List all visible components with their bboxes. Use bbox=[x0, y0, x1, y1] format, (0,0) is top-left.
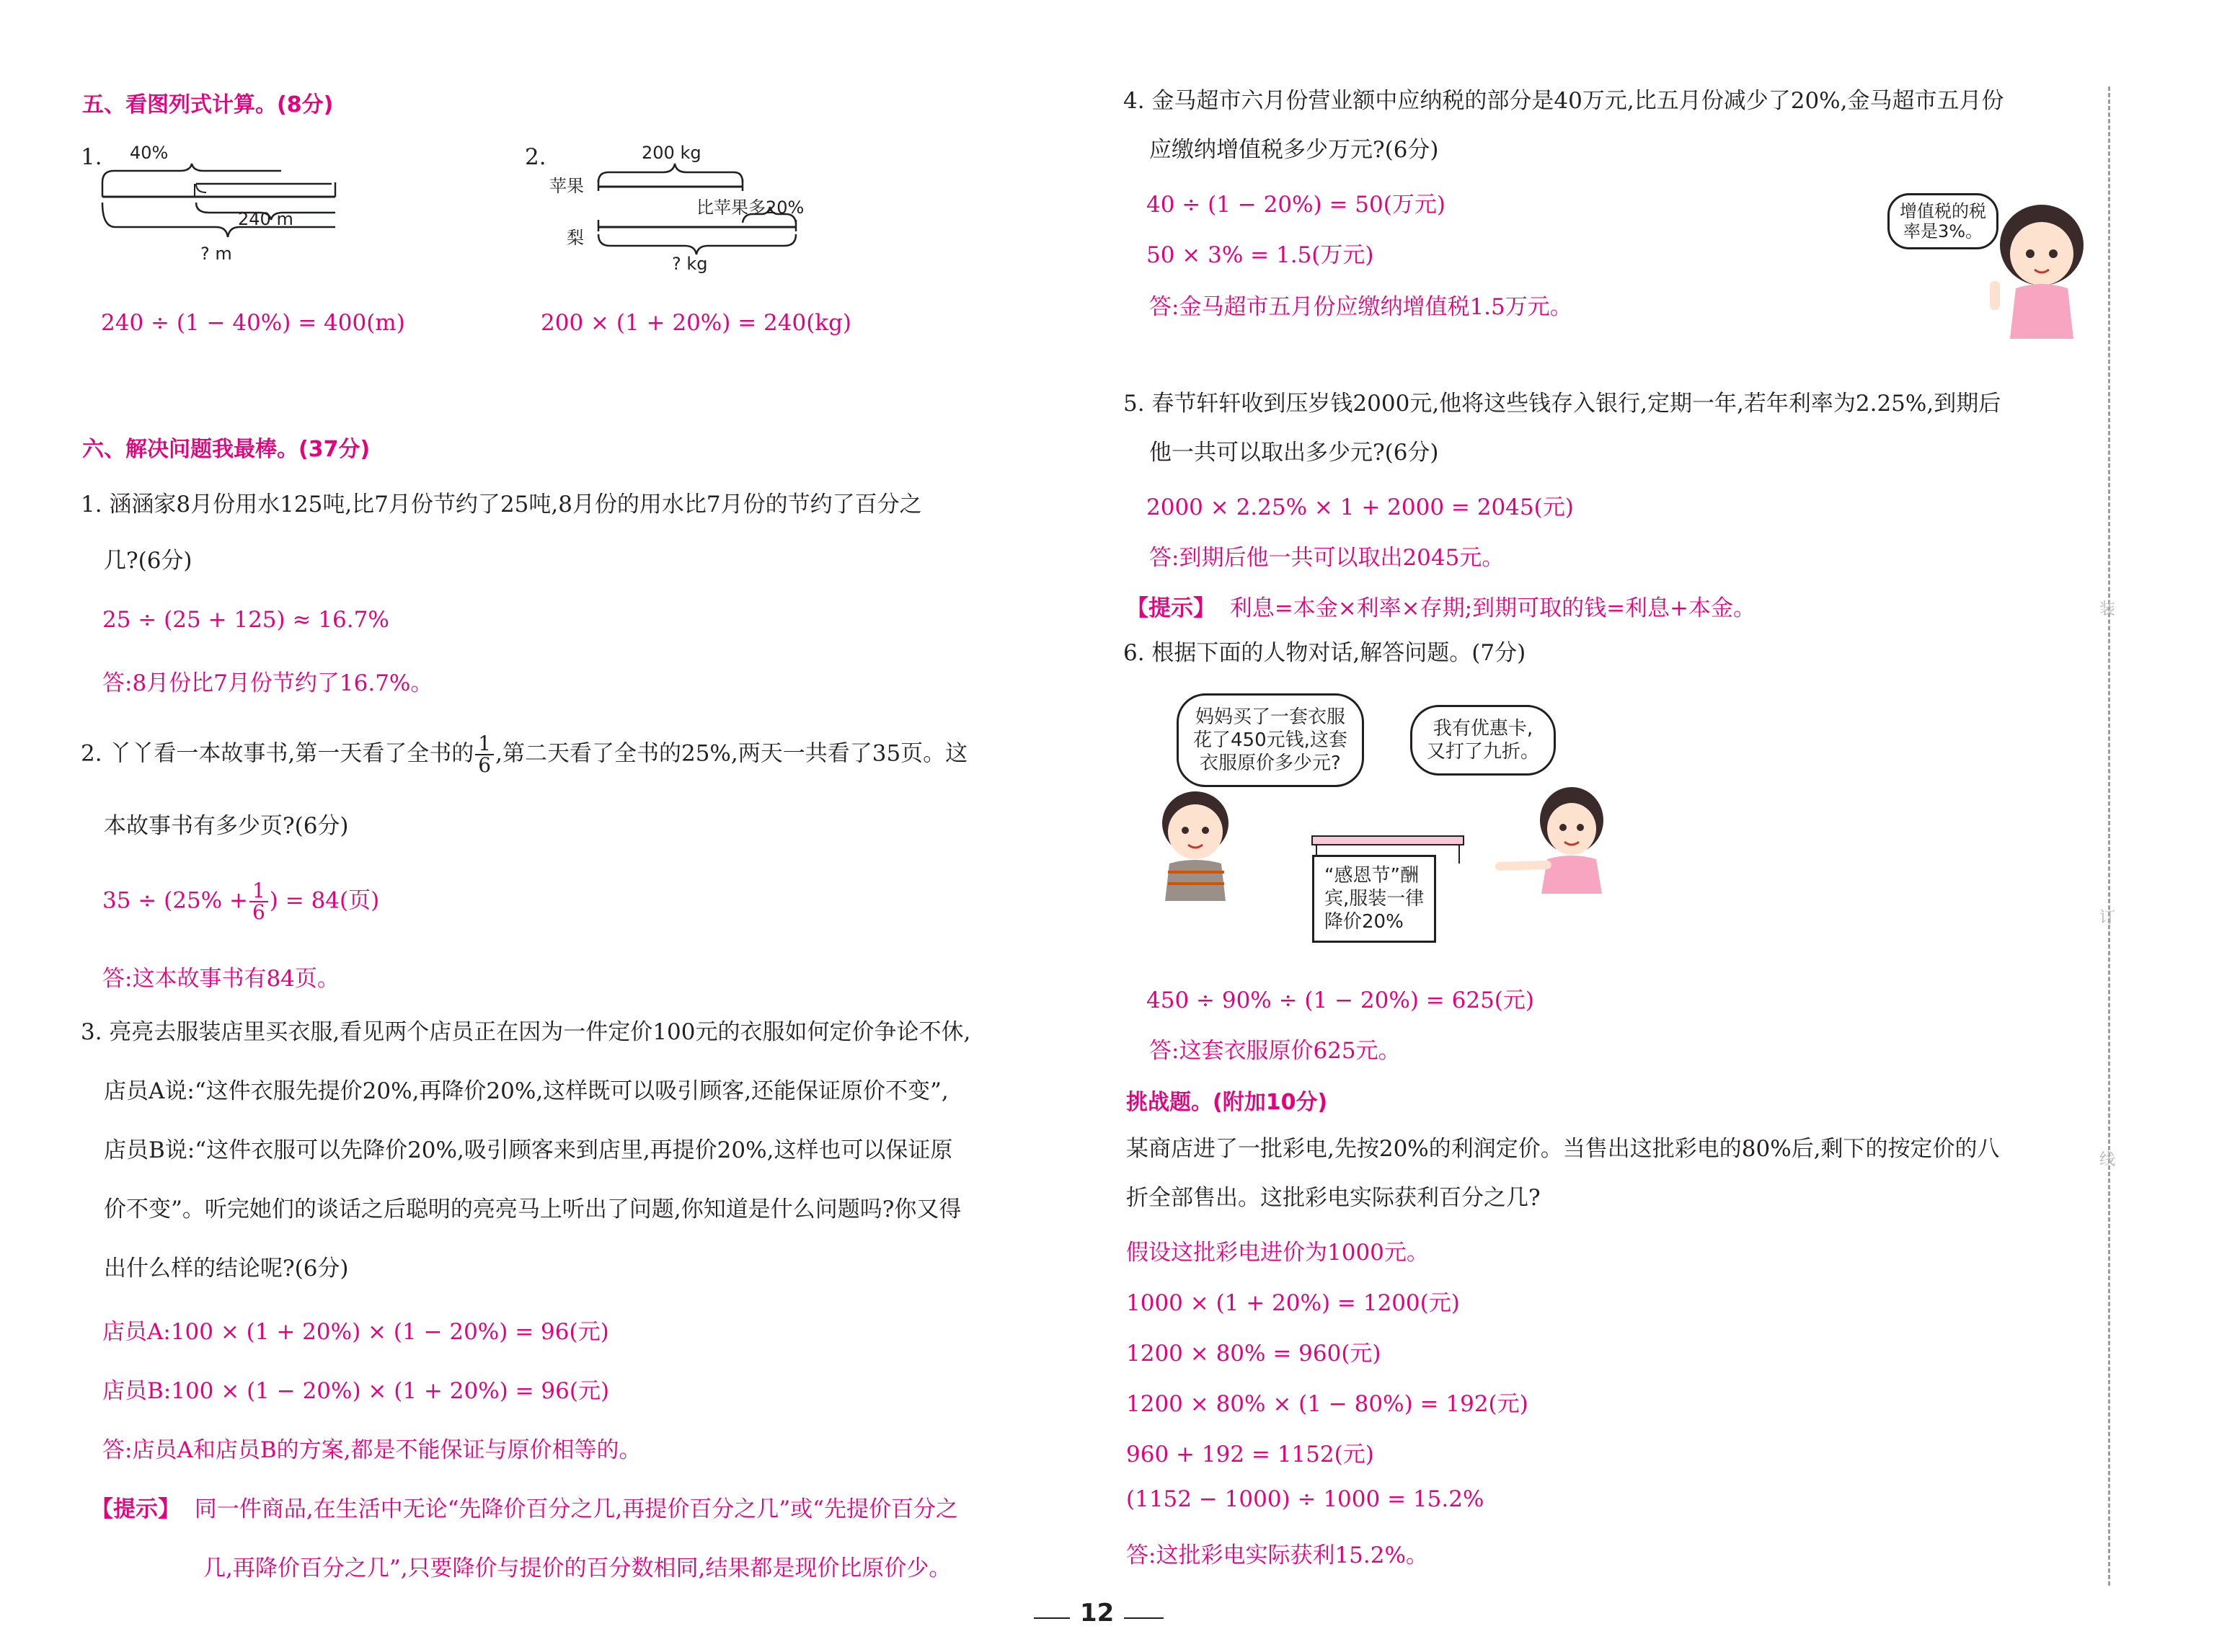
q2-calc-fraction bbox=[249, 881, 268, 923]
figure-1-number: 1. bbox=[81, 144, 102, 170]
q3-text-line3: 店员B说:“这件衣服可以先降价20%,吸引顾客来到店里,再提价20%,这样也可以保证原 bbox=[104, 1137, 953, 1163]
q3-text-line1: 3. 亮亮去服装店里买衣服,看见两个店员正在因为一件定价100元的衣服如何定价争论不休, bbox=[81, 1019, 971, 1045]
sign-line1: “感恩节”酬 bbox=[1324, 865, 1419, 887]
calc-fraction-numerator: 1 bbox=[249, 881, 268, 902]
figure-2-apple-label: 苹果 bbox=[549, 176, 584, 196]
figure-2-answer: 200 × (1 + 20%) = 240(kg) bbox=[541, 310, 852, 336]
binding-char-1: 装 bbox=[2099, 600, 2116, 618]
calc-fraction-denominator: 6 bbox=[252, 900, 265, 924]
q5-answer: 答:到期后他一共可以取出2045元。 bbox=[1149, 545, 1505, 571]
figure-2-apple-value: 200 kg bbox=[642, 143, 701, 163]
section-5-title: 五、看图列式计算。(8分) bbox=[82, 92, 334, 117]
boy-bubble-line2: 花了450元钱,这套 bbox=[1193, 729, 1347, 751]
q1-answer: 答:8月份比7月份节约了16.7%。 bbox=[102, 670, 433, 696]
q2-fraction bbox=[475, 734, 494, 776]
q1-text-line1: 1. 涵涵家8月份用水125吨,比7月份节约了25吨,8月份的用水比7月份的节约了百分之 bbox=[81, 492, 922, 518]
q3-hint-text1: 同一件商品,在生活中无论“先降价百分之几,再提价百分之几”或“先提价百分之 bbox=[194, 1496, 958, 1522]
q3-hint-line1 bbox=[91, 1491, 958, 1523]
total-brace bbox=[102, 203, 335, 237]
binding-char-2: 订 bbox=[2099, 909, 2116, 927]
figure-1-diagram bbox=[94, 162, 346, 249]
woman-figure bbox=[1500, 787, 1603, 894]
figure-1-percent-label: 40% bbox=[130, 143, 169, 163]
q4-answer: 答:金马超市五月份应缴纳增值税1.5万元。 bbox=[1149, 294, 1572, 320]
challenge-step-2: 1000 × (1 + 20%) = 1200(元) bbox=[1126, 1290, 1460, 1316]
challenge-answer: 答:这批彩电实际获利15.2%。 bbox=[1126, 1542, 1428, 1568]
q6-sale-sign bbox=[1312, 855, 1436, 943]
q2-calc bbox=[102, 881, 379, 923]
figure-2-diagram bbox=[591, 162, 807, 256]
section-6-title: 六、解决问题我最棒。(37分) bbox=[82, 437, 371, 462]
q3-calc-a: 店员A:100 × (1 + 20%) × (1 − 20%) = 96(元) bbox=[102, 1319, 609, 1345]
q3-calc-b: 店员B:100 × (1 − 20%) × (1 + 20%) = 96(元) bbox=[102, 1378, 610, 1404]
binding-dashed-line bbox=[2108, 86, 2110, 1586]
fraction-denominator: 6 bbox=[478, 753, 492, 777]
percent-brace bbox=[102, 164, 281, 182]
q5-calc: 2000 × 2.25% × 1 + 2000 = 2045(元) bbox=[1146, 494, 1574, 520]
challenge-text-line1: 某商店进了一批彩电,先按20%的利润定价。当售出这批彩电的80%后,剩下的按定价的八 bbox=[1126, 1136, 2000, 1162]
figure-2-pear-label: 梨 bbox=[567, 228, 584, 248]
figure-1-length-label: 240 m bbox=[238, 209, 293, 229]
q2-text-part2: ,第二天看了全书的25%,两天一共看了35页。这 bbox=[495, 740, 968, 767]
q6-calc: 450 ÷ 90% ÷ (1 − 20%) = 625(元) bbox=[1146, 987, 1534, 1013]
q5-hint-text: 利息=本金×利率×存期;到期可取的钱=利息+本金。 bbox=[1229, 595, 1756, 621]
binding-char-3: 线 bbox=[2099, 1151, 2116, 1169]
q2-answer: 答:这本故事书有84页。 bbox=[102, 966, 340, 992]
q2-text-line1 bbox=[81, 734, 968, 776]
q5-hint-tag: 【提示】 bbox=[1126, 595, 1216, 621]
q5-text-line2: 他一共可以取出多少元?(6分) bbox=[1149, 440, 1439, 466]
q4-text-line2: 应缴纳增值税多少万元?(6分) bbox=[1149, 137, 1439, 163]
girl-bubble-line1: 我有优惠卡, bbox=[1433, 718, 1533, 740]
q4-bubble-line1: 增值税的税 bbox=[1900, 201, 1986, 221]
figure-2-unknown-label: ? kg bbox=[672, 254, 708, 274]
figure-2-more-label: 比苹果多20% bbox=[696, 197, 805, 218]
q4-bubble-line2: 率是3%。 bbox=[1903, 221, 1983, 241]
q3-hint-line2: 几,再降价百分之几”,只要降价与提价的百分数相同,结果都是现价比原价少。 bbox=[203, 1555, 952, 1581]
boy-bubble-line1: 妈妈买了一套衣服 bbox=[1195, 706, 1345, 728]
page-number: 12 bbox=[1070, 1599, 1124, 1627]
fraction-numerator: 1 bbox=[475, 734, 494, 755]
boy-figure bbox=[1162, 791, 1228, 901]
q5-text-line1: 5. 春节轩轩收到压岁钱2000元,他将这些钱存入银行,定期一年,若年利率为2.25%,到期后 bbox=[1123, 391, 2001, 417]
q3-text-line5: 出什么样的结论呢?(6分) bbox=[104, 1256, 349, 1282]
q6-girl-speech-bubble bbox=[1410, 705, 1556, 776]
q3-text-line2: 店员A说:“这件衣服先提价20%,再降价20%,这样既可以吸引顾客,还能保证原价不变”, bbox=[104, 1078, 949, 1104]
challenge-step-1: 假设这批彩电进价为1000元。 bbox=[1126, 1240, 1429, 1266]
q2-text-line2: 本故事书有多少页?(6分) bbox=[104, 813, 349, 839]
girl-illustration bbox=[1975, 195, 2098, 339]
q5-hint bbox=[1126, 590, 1756, 622]
q3-hint-tag: 【提示】 bbox=[91, 1496, 180, 1522]
q3-text-line4: 价不变”。听完她们的谈话之后聪明的亮亮马上听出了问题,你知道是什么问题吗?你又得 bbox=[104, 1196, 962, 1222]
q2-text-part1: 2. 丫丫看一本故事书,第一天看了全书的 bbox=[81, 740, 474, 767]
q3-answer: 答:店员A和店员B的方案,都是不能保证与原价相等的。 bbox=[102, 1437, 642, 1463]
q6-answer: 答:这套衣服原价625元。 bbox=[1149, 1038, 1401, 1064]
q1-text-line2: 几?(6分) bbox=[104, 548, 192, 574]
q4-calc-2: 50 × 3% = 1.5(万元) bbox=[1146, 242, 1374, 268]
figure-1-unknown-label: ? m bbox=[200, 244, 232, 264]
q2-calc-part2: ) = 84(页) bbox=[269, 887, 380, 914]
challenge-title: 挑战题。(附加10分) bbox=[1126, 1090, 1328, 1115]
challenge-step-6: (1152 − 1000) ÷ 1000 = 15.2% bbox=[1126, 1486, 1484, 1512]
sign-line2: 宾,服装一律 bbox=[1324, 888, 1425, 910]
figure-2-number: 2. bbox=[525, 144, 546, 170]
boy-bubble-line3: 衣服原价多少元? bbox=[1200, 752, 1341, 774]
figure-1-answer: 240 ÷ (1 − 40%) = 400(m) bbox=[101, 310, 405, 336]
q6-text: 6. 根据下面的人物对话,解答问题。(7分) bbox=[1123, 640, 1526, 666]
shelf bbox=[1312, 836, 1464, 845]
length-brace bbox=[196, 203, 335, 220]
q4-calc-1: 40 ÷ (1 − 20%) = 50(万元) bbox=[1146, 192, 1445, 218]
q4-text-line1: 4. 金马超市六月份营业额中应纳税的部分是40万元,比五月份减少了20%,金马超市五月份 bbox=[1123, 88, 2004, 114]
challenge-step-4: 1200 × 80% × (1 − 80%) = 192(元) bbox=[1126, 1391, 1528, 1417]
girl-bubble-line2: 又打了九折。 bbox=[1427, 741, 1540, 763]
challenge-step-5: 960 + 192 = 1152(元) bbox=[1126, 1442, 1374, 1467]
challenge-step-3: 1200 × 80% = 960(元) bbox=[1126, 1341, 1381, 1367]
q1-calc: 25 ÷ (25 + 125) ≈ 16.7% bbox=[102, 607, 389, 633]
q6-boy-speech-bubble bbox=[1177, 693, 1364, 787]
challenge-text-line2: 折全部售出。这批彩电实际获利百分之几? bbox=[1126, 1185, 1541, 1211]
sign-line3: 降价20% bbox=[1324, 911, 1404, 933]
q2-calc-part1: 35 ÷ (25% + bbox=[102, 887, 248, 914]
